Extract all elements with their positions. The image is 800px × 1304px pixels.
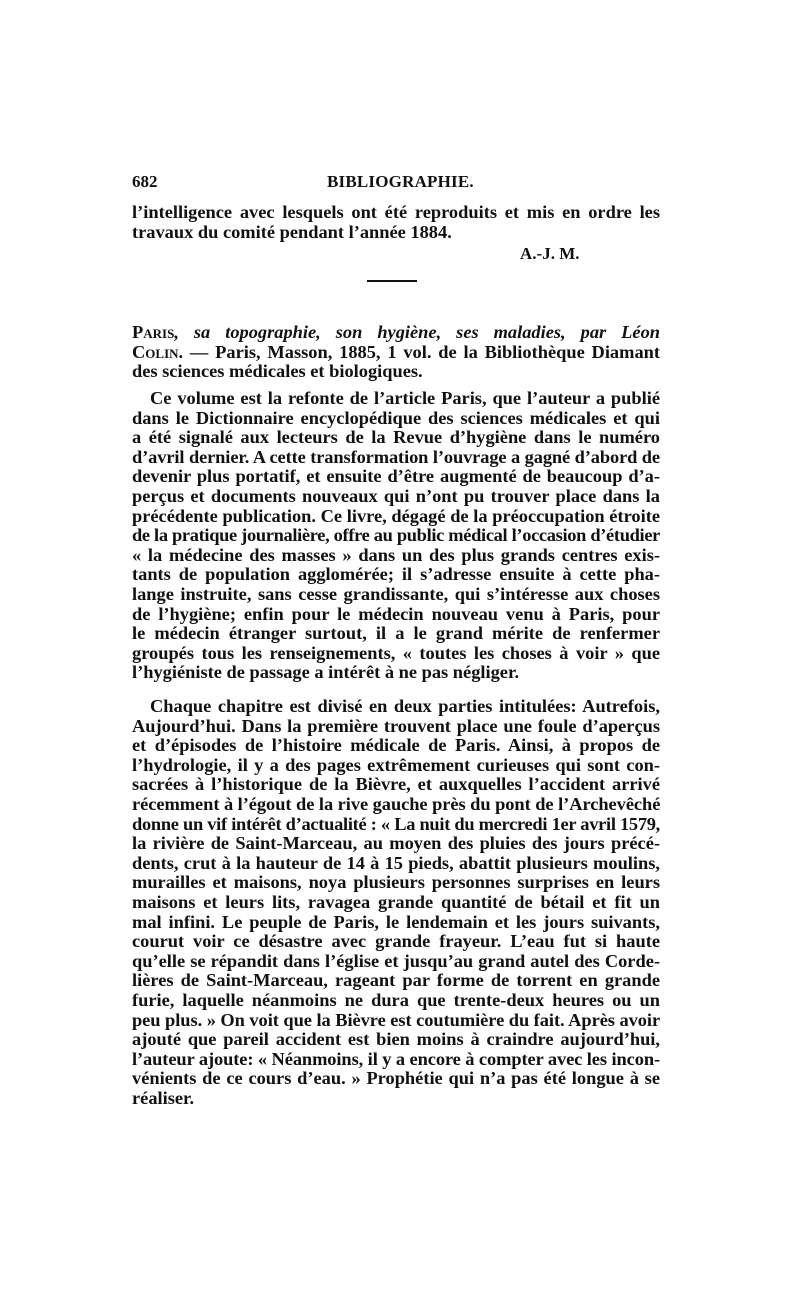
- running-title: BIBLIOGRAPHIE.: [327, 172, 474, 191]
- text-line: l’hydrologie, il y a des pages extrêmement curieuses qui sont con-: [132, 754, 660, 775]
- text-line: réaliser.: [132, 1087, 195, 1108]
- text-line: travaux du comité pendant l’année 1884.: [132, 221, 452, 242]
- text-line: dans le Dictionnaire encyclopédique des sciences médicales et qui: [132, 407, 660, 428]
- text-line: peu plus. » On voit que la Bièvre est coutumière du fait. Après avoir: [132, 1009, 661, 1030]
- text-line: et d’épisodes de l’histoire médicale de Paris. Ainsi, à propos de: [132, 735, 660, 756]
- text-line: tants de population agglomérée; il s’adresse ensuite à cette pha-: [132, 564, 660, 585]
- text-line: courut voir ce désastre avec grande frayeur. L’eau fut si haute: [132, 931, 660, 952]
- text-line: mal infini. Le peuple de Paris, le lendemain et les jours suivants,: [132, 911, 660, 932]
- text-line: lange instruite, sans cesse grandissante, qui s’intéresse aux choses: [132, 583, 660, 604]
- text-line: l’hygiéniste de passage a intérêt à ne pas négliger.: [132, 662, 520, 683]
- heading-line: des sciences médicales et biologiques.: [132, 361, 423, 382]
- review-signature: A.-J. M.: [520, 244, 580, 263]
- text-line: maisons et leurs lits, ravagea grande quantité de bétail et fit un: [132, 891, 660, 912]
- continuation-text: [132, 203, 660, 242]
- text-line: qu’elle se répandit dans l’église et jusqu’au grand autel des Corde-: [132, 950, 660, 971]
- page-header: [132, 172, 660, 196]
- text-line: a été signalé aux lecteurs de la Revue d’hygiène dans le numéro: [132, 427, 660, 448]
- text-line: « la médecine des masses » dans un des plus grands centres exis-: [132, 544, 660, 565]
- text-line: sacrées à l’historique de la Bièvre, et auxquelles l’accident arrivé: [132, 774, 660, 795]
- text-line: Chaque chapitre est divisé en deux parties intitulées: Autrefois,: [150, 696, 660, 716]
- text-line: Aujourd’hui. Dans la première trouvent place une foule d’aperçus: [132, 715, 660, 736]
- text-line: groupés tous les renseignements, « toutes les choses à voir » que: [132, 642, 660, 663]
- text-line: donne un vif intérêt d’actualité : « La nuit du mercredi 1er avril 1579,: [132, 813, 660, 834]
- section-divider: [367, 280, 417, 282]
- paragraph-2: [132, 697, 660, 1108]
- review-heading: [132, 323, 660, 382]
- heading-author: Paris: [132, 322, 175, 342]
- page-number: 682: [132, 172, 158, 191]
- text-line: d’avril dernier. A cette transformation l’ouvrage a gagné d’abord de: [132, 446, 660, 467]
- heading-rest: , sa topographie, son hygiène, ses maladies, par Léon: [174, 322, 660, 342]
- text-line: lières de Saint-Marceau, rageant par forme de torrent en grande: [132, 970, 660, 991]
- text-line: le médecin étranger surtout, il a le grand mérite de renfermer: [132, 623, 660, 644]
- text-line: l’auteur ajoute: « Néanmoins, il y a encore à compter avec les incon-: [132, 1048, 660, 1069]
- text-line: récemment à l’égout de la rive gauche près du pont de l’Archevêché: [132, 793, 661, 814]
- text-line: vénients de ce cours d’eau. » Prophétie qui n’a pas été longue à se: [132, 1068, 660, 1089]
- text-line: précédente publication. Ce livre, dégagé de la préoccupation étroite: [132, 505, 660, 526]
- heading-author: Colin: [132, 341, 179, 362]
- text-line: furie, laquelle néanmoins ne dura que trente-deux heures ou un: [132, 989, 660, 1010]
- text-line: perçus et documents nouveaux qui n’ont pu trouver place dans la: [132, 485, 660, 506]
- text-line: devenir plus portatif, et ensuite d’être augmenté de beaucoup d’a-: [132, 466, 660, 487]
- paragraph-1: [132, 389, 660, 683]
- text-line: Ce volume est la refonte de l’article Paris, que l’auteur a publié: [150, 388, 660, 408]
- heading-line: [132, 343, 660, 363]
- text-line: dents, crut à la hauteur de 14 à 15 pieds, abattit plusieurs moulins,: [132, 852, 660, 873]
- text-line: la rivière de Saint-Marceau, au moyen des pluies des jours précé-: [132, 833, 660, 854]
- heading-line: [132, 323, 660, 343]
- text-line: de la pratique journalière, offre au public médical l’occasion d’étudier: [132, 525, 661, 546]
- text-line: de l’hygiène; enfin pour le médecin nouveau venu à Paris, pour: [132, 603, 660, 624]
- heading-rest: . — Paris, Masson, 1885, 1 vol. de la Bibliothèque Diamant: [178, 341, 660, 362]
- text-line: murailles et maisons, noya plusieurs personnes surprises en leurs: [132, 872, 660, 893]
- text-line: l’intelligence avec lesquels ont été reproduits et mis en ordre les: [132, 202, 660, 222]
- text-line: ajouté que pareil accident est bien moins à craindre aujourd’hui,: [132, 1029, 660, 1050]
